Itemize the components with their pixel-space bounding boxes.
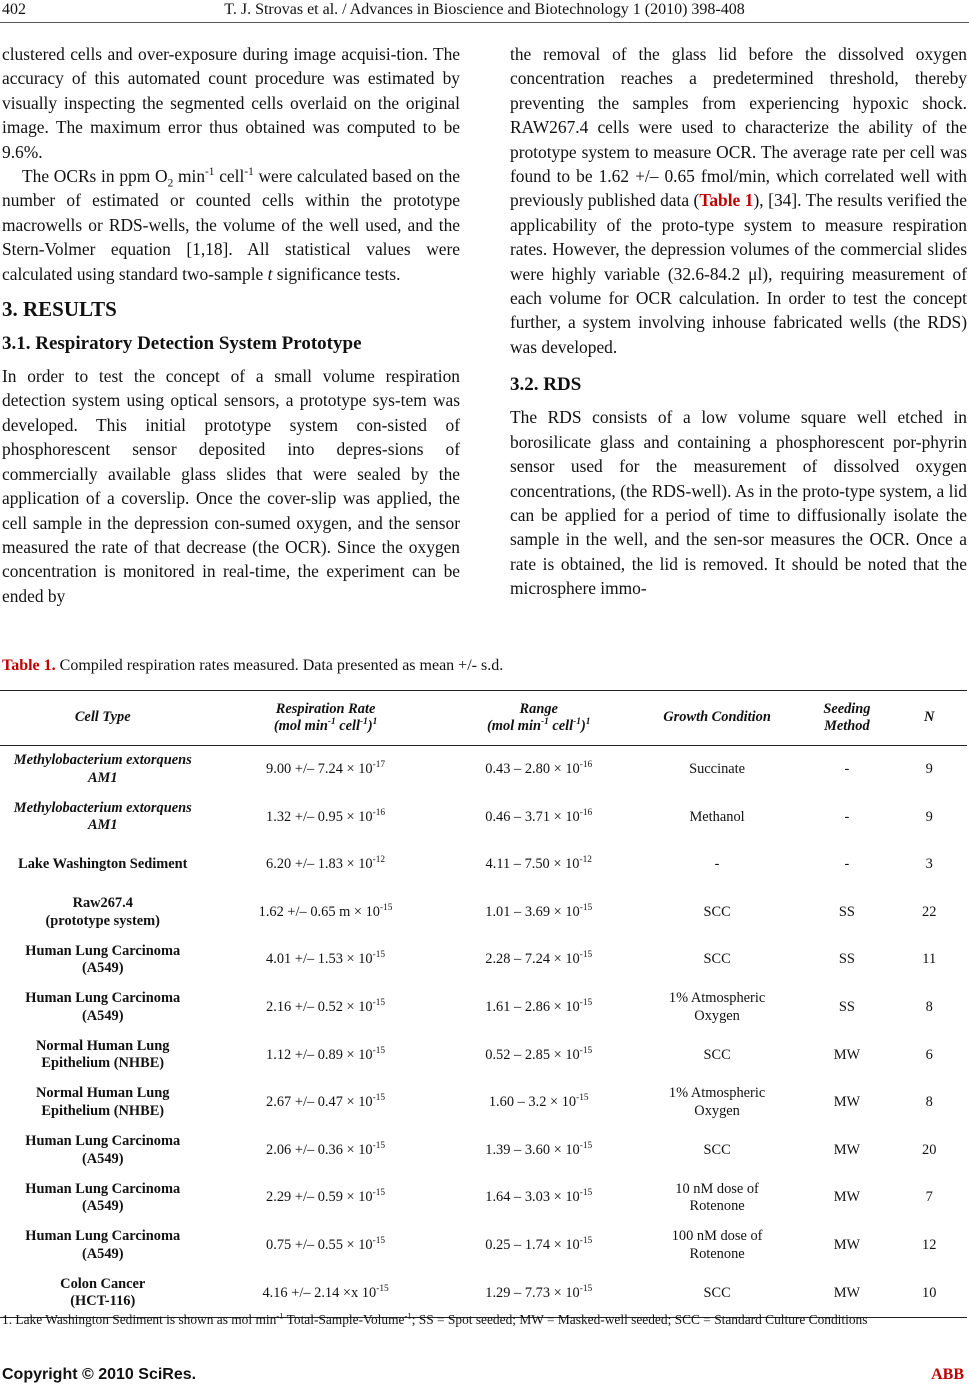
- rate-range: $1.01 - 3.69 \times 10^{-15}$: [485, 903, 593, 920]
- respiration-rate: 2.29 +/– $0.59 \times 10^{-15}$: [266, 1188, 386, 1206]
- table-row: [0, 1127, 967, 1175]
- rate-range: $1.61 - 2.86 \times 10^{-15}$: [485, 998, 593, 1016]
- sample-count: 8: [925, 999, 933, 1016]
- growth-condition: -: [714, 856, 720, 873]
- growth-condition: 10 nM dose of Rotenone: [675, 1180, 759, 1215]
- cell-type: Human Lung Carcinoma (A549): [25, 1133, 181, 1167]
- table-row: [0, 794, 967, 842]
- page-number: 402: [2, 1, 26, 18]
- seeding-method: SS: [838, 999, 855, 1016]
- col-header-range: Range (mol $\min^{-1}$ cell$^{-1}$)$^1$: [446, 691, 632, 746]
- respiration-rate: 2.67 +/– $0.47 \times 10^{-15}$: [266, 1093, 386, 1111]
- cell-type: Human Lung Carcinoma (A549): [25, 990, 181, 1024]
- table-1-link[interactable]: Table 1: [699, 190, 754, 211]
- rate-range: $1.64 - 3.03 \times 10^{-15}$: [485, 1188, 593, 1206]
- journal-abbreviation: ABB: [931, 1366, 964, 1383]
- sample-count: 3: [925, 856, 933, 873]
- seeding-method: MW: [833, 1046, 861, 1063]
- col-header-n: N: [891, 691, 967, 746]
- cell-type: Methylobacterium extorquens AM1: [13, 752, 192, 786]
- sample-count: 11: [922, 951, 937, 968]
- growth-condition: SCC: [703, 1046, 731, 1063]
- respiration-rate: 1.12 +/– $0.89 \times 10^{-15}$: [266, 1045, 386, 1063]
- header-divider: [0, 22, 969, 23]
- respiration-rate: 4.16 +/– 2.14 ×x $10^{-15}$: [205, 1270, 445, 1318]
- table-row: [0, 984, 967, 1032]
- table-row: [0, 1032, 967, 1080]
- growth-condition: Succinate: [689, 761, 746, 778]
- growth-condition: Methanol: [689, 808, 745, 825]
- table-row: [0, 1079, 967, 1127]
- table-row: [0, 746, 967, 794]
- seeding-method: -: [844, 856, 850, 873]
- table-row: [0, 841, 967, 889]
- table-row: [0, 889, 967, 937]
- right-column: [510, 42, 967, 601]
- paragraph: In order to test the concept of a small volume respiration detection system using optical sensors, a prototype sys-tem was developed. This initial prototype system con-sisted of phosphorescent sensor deposited into depres-sions of commercially available glass slides that were sealed by the application of a coverslip. Once the cover-slip was applied, the cell sample in the depression con-sumed oxygen, and the sensor measured the rate of that decrease (the OCR). Since the oxygen concentration is monitored in real-time, the experiment can be ended by: [2, 366, 460, 606]
- seeding-method: MW: [833, 1189, 861, 1206]
- sample-count: 10: [891, 1270, 967, 1318]
- table-row: [0, 1174, 967, 1222]
- growth-condition: 100 nM dose of Rotenone: [671, 1228, 763, 1262]
- respiration-rate: 6.20 +/– $1.83 \times 10^{-12}$: [266, 855, 386, 873]
- cell-type: Human Lung Carcinoma (A549): [25, 942, 181, 977]
- rate-range: $4.11 - 7.50 \times 10^{-12}$: [485, 855, 592, 873]
- growth-condition: 1% Atmospheric Oxygen: [668, 990, 766, 1024]
- respiration-rate: 1.32 +/– $0.95 \times 10^{-16}$: [266, 807, 386, 825]
- section-heading: 3. RESULTS: [2, 297, 117, 322]
- sample-count: 12: [922, 1236, 937, 1253]
- sample-count: 9: [925, 761, 933, 778]
- subsection-heading: 3.1. Respiratory Detection System Prototype: [2, 333, 362, 355]
- seeding-method: SS: [838, 903, 855, 920]
- rate-range: $0.25 - 1.74 \times 10^{-15}$: [485, 1236, 593, 1253]
- cell-type: Human Lung Carcinoma (A549): [25, 1180, 181, 1215]
- table-row: [0, 936, 967, 984]
- growth-condition: SCC: [703, 1141, 731, 1158]
- seeding-method: MW: [833, 1094, 861, 1111]
- subsection-heading: 3.2. RDS: [510, 374, 582, 396]
- cell-type: Colon Cancer (HCT-116): [0, 1270, 205, 1318]
- cell-type: Normal Human Lung Epithelium (NHBE): [35, 1037, 170, 1072]
- table-caption: Table 1. Compiled respiration rates measured. Data presented as mean +/- s.d.: [2, 657, 504, 674]
- rate-range: $2.28 - 7.24 \times 10^{-15}$: [485, 950, 593, 968]
- sample-count: 7: [925, 1189, 933, 1206]
- col-header-cell-type: Cell Type: [0, 691, 205, 746]
- growth-condition: SCC: [703, 951, 731, 968]
- sample-count: 9: [925, 808, 933, 825]
- seeding-method: MW: [833, 1141, 861, 1158]
- col-header-rate: Respiration Rate (mol $\min^{-1}$ cell$^{-1}$)$^1$: [205, 691, 445, 746]
- cell-type: Lake Washington Sediment: [18, 856, 188, 873]
- respiration-rate: 0.75 +/– $0.55 \times 10^{-15}$: [266, 1236, 386, 1253]
- respiration-rate: 4.01 +/– $1.53 \times 10^{-15}$: [266, 950, 386, 968]
- table-row: [0, 1270, 967, 1318]
- cell-type: Normal Human Lung Epithelium (NHBE): [35, 1085, 170, 1119]
- paragraph: The RDS consists of a low volume square well etched in borosilicate glass and containing a phosphorescent por-phyrin sensor used for the measurement of dissolved oxygen concentrations, (the RDS-well). As in the proto-type system, a lid can be applied for a period of time to diffusionally isolate the sample in the well, and the sen-sor measures the OCR. Once a rate is obtained, the lid is removed. It should be noted that the microsphere immo-: [510, 407, 967, 599]
- copyright-notice: Copyright © 2010 SciRes.: [2, 1366, 197, 1383]
- seeding-method: MW: [802, 1270, 891, 1318]
- left-column: [2, 42, 460, 608]
- rate-range: $1.29 - 7.73 \times 10^{-15}$: [446, 1270, 632, 1318]
- table-footnote: 1. Lake Washington Sediment is shown as mol $\min^{-1}$ Total-Sample-Volume$^{-1}$; SS = Spot seeded; MW = Masked-well seeded; SCC = Standard Culture Conditions: [2, 1310, 868, 1327]
- rate-range: $0.43 - 2.80 \times 10^{-16}$: [485, 760, 593, 778]
- growth-condition: SCC: [703, 903, 731, 920]
- seeding-method: MW: [833, 1236, 861, 1253]
- sample-count: 22: [922, 903, 937, 920]
- respiration-rate: 2.16 +/– $0.52 \times 10^{-15}$: [266, 998, 386, 1016]
- respiration-table: [0, 690, 967, 1318]
- rate-range: $0.46 - 3.71 \times 10^{-16}$: [485, 807, 593, 825]
- table-header-row: [0, 691, 967, 746]
- seeding-method: -: [844, 808, 850, 825]
- rate-range: $0.52 - 2.85 \times 10^{-15}$: [485, 1045, 593, 1063]
- respiration-rate: 1.62 +/– 0.65 $m \times 10^{-15}$: [258, 903, 393, 920]
- cell-type: Raw267.4 (prototype system): [45, 895, 160, 929]
- seeding-method: SS: [838, 951, 855, 968]
- rate-range: $1.60 - 3.2 \times 10^{-15}$: [488, 1093, 589, 1111]
- col-header-seeding: Seeding Method: [802, 691, 891, 746]
- growth-condition: SCC: [632, 1270, 803, 1318]
- col-header-growth: Growth Condition: [632, 691, 803, 746]
- running-header: T. J. Strovas et al. / Advances in Bioscience and Biotechnology 1 (2010) 398-408: [224, 1, 745, 18]
- rate-range: $1.39 - 3.60 \times 10^{-15}$: [485, 1141, 593, 1158]
- respiration-rate: 2.06 +/– $0.36 \times 10^{-15}$: [266, 1141, 386, 1158]
- respiration-rate: 9.00 +/– $7.24 \times 10^{-17}$: [266, 760, 386, 778]
- sample-count: 6: [925, 1046, 933, 1063]
- sample-count: 20: [922, 1141, 937, 1158]
- sample-count: 8: [925, 1094, 933, 1111]
- cell-type: Methylobacterium extorquens AM1: [13, 799, 192, 834]
- paragraph: The OCRs in ppm $O_2$ $\min^{-1}$ cell$^{-1}$ were calculated based on the number of estimated or counted cells within the prototype macrowells or RDS-wells, the volume of the well used, and the Stern-Volmer equation [1,18]. All statistical values were calculated using standard two-sample t significance tests.: [2, 166, 460, 284]
- paragraph: the removal of the glass lid before the dissolved oxygen concentration reaches a predetermined threshold, thereby preventing the samples from experiencing hypoxic shock. RAW267.4 cells were used to characterize the ability of the prototype system to measure OCR. The average rate per cell was found to be 1.62 +/– 0.65 fmol/min, which correlated well with previously published data (Table 1), [34]. The results verified the applicability of the proto-type system to measure respiration rates. However, the depression volumes of the commercial slides were highly variable (32.6-84.2 μl), requiring measurement of each volume for OCR calculation. In order to test the concept further, a system involving inhouse fabricated wells (the RDS) was developed.: [510, 44, 967, 357]
- paragraph: clustered cells and over-exposure during image acquisi-tion. The accuracy of this automated count procedure was estimated by visually inspecting the segmented cells overlaid on the original image. The maximum error thus obtained was computed to be 9.6%.: [2, 44, 460, 162]
- cell-type: Human Lung Carcinoma (A549): [25, 1228, 181, 1262]
- growth-condition: 1% Atmospheric Oxygen: [668, 1085, 766, 1119]
- seeding-method: -: [844, 761, 850, 778]
- table-row: [0, 1222, 967, 1270]
